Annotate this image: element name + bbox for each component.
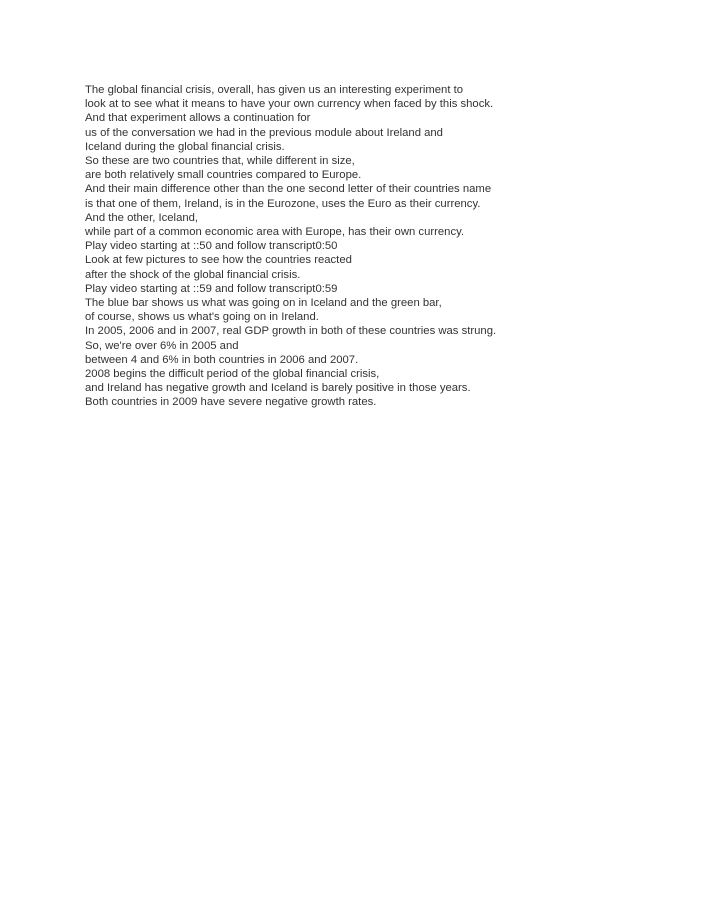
transcript-text: [85, 83, 694, 410]
transcript-line: So, we're over 6% in 2005 and: [85, 339, 239, 352]
play-video-timestamp-line: Play video starting at ::50 and follow transcript0:50: [85, 240, 338, 253]
transcript-line: The global financial crisis, overall, has given us an interesting experiment to: [85, 84, 464, 96]
transcript-line: And the other, Iceland,: [85, 211, 199, 224]
transcript-line: us of the conversation we had in the previous module about Ireland and: [85, 126, 443, 139]
transcript-line: while part of a common economic area with Europe, has their own currency.: [85, 226, 465, 239]
transcript-line: and Ireland has negative growth and Iceland is barely positive in those years.: [85, 382, 471, 395]
transcript-line: Both countries in 2009 have severe negative growth rates.: [85, 396, 377, 409]
transcript-line: of course, shows us what's going on in Ireland.: [85, 311, 319, 324]
transcript-line: between 4 and 6% in both countries in 2006 and 2007.: [85, 353, 359, 366]
transcript-line: after the shock of the global financial crisis.: [85, 268, 301, 281]
transcript-line: And that experiment allows a continuation for: [85, 112, 311, 125]
transcript-line: is that one of them, Ireland, is in the Eurozone, uses the Euro as their currency.: [85, 197, 481, 210]
transcript-line: And their main difference other than the one second letter of their countries name: [85, 183, 492, 196]
transcript-line: Look at few pictures to see how the countries reacted: [85, 254, 352, 267]
transcript-line: 2008 begins the difficult period of the global financial crisis,: [85, 368, 380, 381]
transcript-line: The blue bar shows us what was going on in Iceland and the green bar,: [85, 297, 442, 310]
transcript-line: Iceland during the global financial crisis.: [85, 140, 285, 153]
transcript-line: So these are two countries that, while different in size,: [85, 155, 355, 168]
transcript-line: In 2005, 2006 and in 2007, real GDP growth in both of these countries was strung.: [85, 325, 497, 338]
transcript-line: are both relatively small countries compared to Europe.: [85, 169, 362, 182]
transcript-line: look at to see what it means to have your own currency when faced by this shock.: [85, 98, 494, 111]
play-video-timestamp-line: Play video starting at ::59 and follow transcript0:59: [85, 282, 338, 295]
